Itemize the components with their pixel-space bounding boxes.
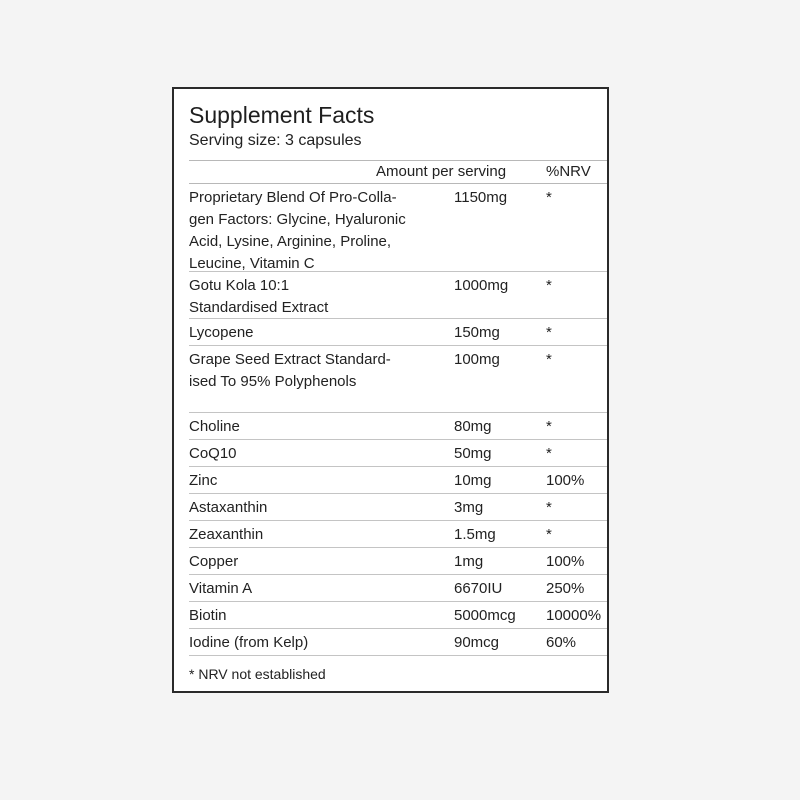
table-row [189,575,607,602]
table-row [189,602,607,629]
ingredient-amount: 10mg [454,472,492,489]
table-row [189,548,607,575]
ingredient-name: Vitamin A [189,580,253,597]
supplement-facts-panel [172,87,609,693]
ingredient-name: Copper [189,553,239,570]
table-row [189,521,607,548]
footnote: * NRV not established [189,666,326,682]
panel-title: Supplement Facts [189,102,375,128]
ingredient-amount: 1.5mg [454,526,496,543]
ingredient-nrv: * [546,351,552,368]
ingredient-amount: 50mg [454,445,492,462]
ingredient-nrv: * [546,499,552,516]
ingredient-nrv: * [546,445,552,462]
ingredient-amount: 100mg [454,351,500,368]
ingredient-nrv: 250% [546,580,585,597]
table-row [189,440,607,467]
table-row [189,629,607,656]
ingredient-nrv: * [546,324,552,341]
ingredient-amount: 5000mcg [454,607,516,624]
ingredient-nrv: * [546,189,552,206]
ingredient-name: Choline [189,418,240,435]
ingredient-nrv: * [546,277,552,294]
serving-size: Serving size: 3 capsules [189,132,362,149]
ingredient-nrv: 100% [546,472,585,489]
ingredient-nrv: * [546,418,552,435]
ingredient-name: Iodine (from Kelp) [189,634,309,651]
ingredient-name: Zinc [189,472,218,489]
ingredient-nrv: 100% [546,553,585,570]
ingredient-nrv: 60% [546,634,577,651]
ingredient-amount: 1150mg [454,189,508,206]
table-row [189,494,607,521]
ingredient-name: CoQ10 [189,445,237,462]
table-row [189,319,607,346]
ingredient-amount: 3mg [454,499,484,516]
table-row [189,184,607,272]
ingredient-nrv: 10000% [546,607,602,624]
ingredient-amount: 150mg [454,324,500,341]
ingredient-amount: 1000mg [454,277,509,294]
table-row [189,272,607,319]
ingredient-name: Zeaxanthin [189,526,264,543]
ingredient-amount: 80mg [454,418,492,435]
table-row [189,467,607,494]
ingredient-name: Lycopene [189,324,254,341]
column-header-amount: Amount per serving [376,163,507,180]
ingredient-amount: 90mcg [454,634,500,651]
table-row [189,413,607,440]
ingredient-name: Biotin [189,607,227,624]
ingredient-amount: 6670IU [454,580,503,597]
ingredient-name: Proprietary Blend Of Pro-Colla- gen Factors: Glycine, Hyaluronic Acid, Lysine, Arginine, Proline, Leucine, Vitamin C [189,189,406,272]
header-divider [189,160,607,161]
ingredient-amount: 1mg [454,553,484,570]
facts-table [189,183,607,656]
ingredient-name: Astaxanthin [189,499,268,516]
ingredient-name: Grape Seed Extract Standard- ised To 95% Polyphenols [189,351,391,390]
column-header-nrv: %NRV [546,163,591,180]
table-row [189,346,607,413]
ingredient-nrv: * [546,526,552,543]
ingredient-name: Gotu Kola 10:1 Standardised Extract [189,277,329,316]
